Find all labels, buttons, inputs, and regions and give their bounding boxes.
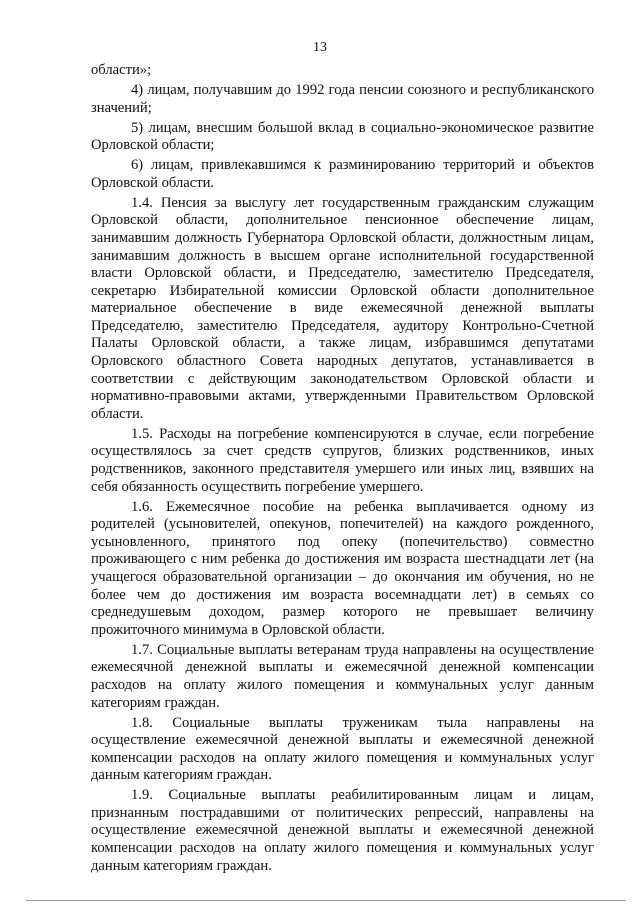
paragraph-1-8: 1.8. Социальные выплаты труженикам тыла направлены на осуществление ежемесячной денежной выплаты и ежемесячной денежной компенсации расходов на оплату жилого помещения и коммунальных услуг данным категориям граждан. (91, 714, 594, 784)
document-body (91, 62, 594, 878)
paragraph-1-4: 1.4. Пенсия за выслугу лет государственным гражданским служащим Орловской области, дополнительное пенсионное обеспечение лицам, занимавшим должность Губернатора Орловской области, должностным лицам, занимавшим должность в высшем органе исполнительной государственной власти Орловской области, и Председателю, заместителю Председателя, секретарю Избирательной комиссии Орловской области дополнительное материальное обеспечение в виде ежемесячной денежной выплаты Председателю, заместителю Председателя, аудитору Контрольно-Счетной Палаты Орловской области, а также лицам, избравшимся депутатами Орловского областного Совета народных депутатов, устанавливается в соответствии с действующим законодательством Орловской области и нормативно-правовыми актами, утвержденными Правительством Орловской области. (91, 194, 594, 422)
paragraph-continuation: области»; (91, 62, 152, 78)
scan-edge-line (26, 900, 626, 901)
page-number: 13 (313, 40, 327, 55)
paragraph-1-6: 1.6. Ежемесячное пособие на ребенка выплачивается одному из родителей (усыновителей, опекунов, попечителей) на каждого рожденного, усыновленного, принятого под опеку (попечительство) совместно проживающего с ним ребенка до достижения им возраста шестнадцати лет (на учащегося образовательной организации – до окончания им обучения, но не более чем до достижения им возраста восемнадцати лет) в семьях со среднедушевым доходом, размер которого не превышает величину прожиточного минимума в Орловской области. (91, 498, 594, 638)
list-item-4: 4) лицам, получавшим до 1992 года пенсии союзного и республиканского значений; (91, 81, 594, 116)
paragraph-1-5: 1.5. Расходы на погребение компенсируются в случае, если погребение осуществлялось за счет средств супругов, близких родственников, иных родственников, законного представителя умершего или иных лиц, взявших на себя обязанность осуществить погребение умершего. (91, 425, 594, 495)
paragraph-1-7: 1.7. Социальные выплаты ветеранам труда направлены на осуществление ежемесячной денежной выплаты и ежемесячной денежной компенсации расходов на оплату жилого помещения и коммунальных услуг данным категориям граждан. (91, 641, 594, 711)
paragraph-1-9: 1.9. Социальные выплаты реабилитированным лицам и лицам, признанным пострадавшими от политических репрессий, направлены на осуществление ежемесячной денежной выплаты и ежемесячной денежной компенсации расходов на оплату жилого помещения и коммунальных услуг данным категориям граждан. (91, 787, 594, 874)
list-item-5: 5) лицам, внесшим большой вклад в социально-экономическое развитие Орловской области; (91, 119, 594, 154)
list-item-6: 6) лицам, привлекавшимся к разминированию территорий и объектов Орловской области. (91, 157, 594, 191)
